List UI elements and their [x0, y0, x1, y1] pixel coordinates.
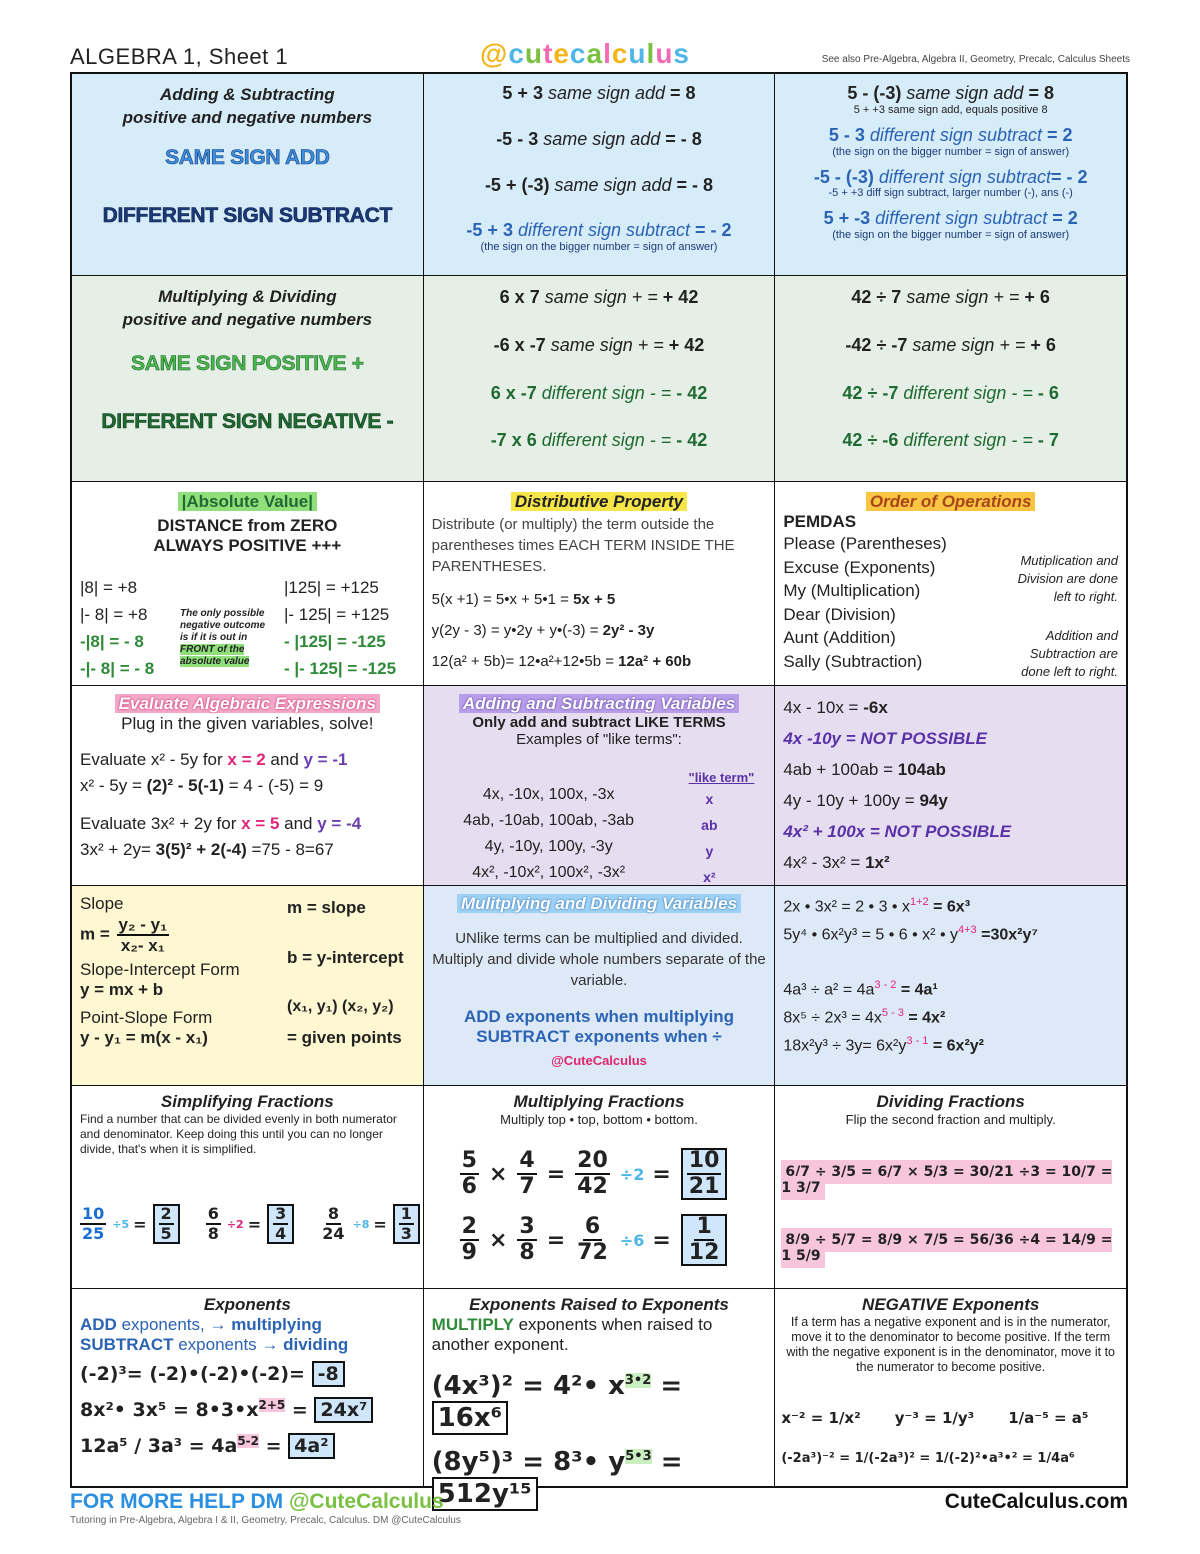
- example-line: 6 x 7 same sign + = + 42: [499, 287, 699, 307]
- dividing-fractions-title: Dividing Fractions: [876, 1092, 1025, 1111]
- like-term-label: "like term": [688, 770, 755, 785]
- example-line: 42 ÷ -6 different sign - = - 7: [842, 430, 1059, 451]
- multiply-divide-title: Multiplying & Dividing positive and negative numbers: [122, 287, 373, 329]
- slope-label: Slope: [80, 894, 124, 913]
- footer-tutoring: Tutoring in Pre-Algebra, Algebra I & II, Geometry, Precalc, Calculus. DM @CuteCalculus: [70, 1515, 461, 1526]
- simplifying-fractions: [72, 1086, 423, 1288]
- example-line: -5 - (-3) different sign subtract= - 2: [813, 166, 1088, 187]
- order-of-operations-title: Order of Operations: [866, 492, 1036, 511]
- example-note: (the sign on the bigger number = sign of answer): [480, 241, 718, 254]
- example-note: -5 + +3 diff sign subtract, larger number (-), ans (-): [828, 187, 1073, 200]
- dividing-fractions: [774, 1086, 1126, 1288]
- exponent-variable-examples: [774, 886, 1126, 1085]
- divide-example-1: 6/7 ÷ 3/5 = 6/7 × 5/3 = 30/21 ÷3 = 10/7 = 1 3/7: [781, 1164, 1126, 1196]
- divide-example-2: 8/9 ÷ 5/7 = 8/9 × 7/5 = 56/36 ÷4 = 14/9 = 1 5/9: [781, 1232, 1126, 1264]
- row-add-subtract: [72, 74, 1126, 275]
- example-line: -5 + (-3) same sign add = - 8: [484, 174, 714, 195]
- absolute-value-sub1: DISTANCE from ZERO: [157, 516, 338, 535]
- exponents-rule-add: ADD exponents, → multiplying: [80, 1315, 322, 1334]
- pemdas-list: Please (Parentheses) Excuse (Exponents) My (Multiplication) Dear (Division) Aunt (Addition) Sally (Subtraction): [783, 534, 947, 671]
- absolute-value: [72, 482, 423, 685]
- example-line: 5 + -3 different sign subtract = 2: [823, 208, 1078, 229]
- multiplying-fractions: [423, 1086, 775, 1288]
- brand-tag: @CuteCalculus: [551, 1053, 647, 1068]
- row-evaluate-variables: [72, 685, 1126, 885]
- mult-example: 2x • 3x² = 2 • 3 • $x^{1+2} = 6x^3$: [783, 896, 971, 916]
- order-of-operations: [774, 482, 1126, 685]
- mult-div-description: UNlike terms can be multiplied and divided. Multiply and divide whole numbers separate of the variable.: [432, 930, 766, 989]
- distributive-property: [423, 482, 775, 685]
- absolute-value-left: |8| = +8 |- 8| = +8 -|8| = - 8 -|- 8| = - 8: [80, 578, 155, 678]
- evaluate-line: Evaluate 3x² + 2y for x = 5 and y = -4: [80, 814, 362, 833]
- row-multiply-divide: [72, 275, 1126, 481]
- example-line: 5 - (-3) same sign add = 8: [847, 83, 1054, 103]
- add-subtract-examples-a: [423, 74, 775, 275]
- slope-intercept-label: Slope-Intercept Form: [80, 960, 240, 979]
- multiplying-fractions-title: Multiplying Fractions: [513, 1092, 685, 1111]
- evaluate-title: Evaluate Algebraic Expressions: [115, 694, 380, 713]
- example-note: 5 + +3 same sign add, equals positive 8: [853, 103, 1048, 116]
- exponent-example: 8x²• $3x^5 = 8•3•x^{2+5} = 24x^7$: [80, 1397, 415, 1423]
- distributive-example: y(2y - 3) = y•2y + y•(-3) = 2y² - 3y: [431, 622, 655, 639]
- dividing-fractions-desc: Flip the second fraction and multiply.: [845, 1112, 1056, 1127]
- evaluate-expressions: [72, 686, 423, 885]
- exponents-raised-rule: MULTIPLY exponents when raised to another exponent.: [431, 1315, 713, 1354]
- exponent-example: $12a^5 / 3a^3 = 4a^{5-2} = 4a^2$: [80, 1433, 415, 1459]
- multiplying-fractions-desc: Multiply top • top, bottom • bottom.: [500, 1112, 698, 1127]
- add-subtract-examples-b: [774, 74, 1126, 275]
- div-example: $8x^5 \div 2x^3 = 4x^{5 - 3} = 4x^2$: [783, 1006, 946, 1027]
- md-note: Mutiplication and Division are done left to right.: [1017, 553, 1119, 604]
- sheet-title: ALGEBRA 1, Sheet 1: [70, 44, 289, 69]
- variable-examples: [774, 686, 1126, 885]
- row-fractions: [72, 1085, 1126, 1288]
- example-line: 6 x -7 different sign - = - 42: [490, 382, 708, 403]
- multiply-example-2: $\frac{2}{9}$ × $\frac{3}{8}$ = $\frac{6}{72}$ ÷6 = $\frac{1}{12}$: [458, 1214, 730, 1266]
- example-line: -7 x 6 different sign - = - 42: [490, 430, 708, 451]
- negative-exponents-title: NEGATIVE Exponents: [862, 1295, 1040, 1314]
- slope-formula: m = $\frac{\text{y₂ - y₁}}{\text{x₂- x₁}}$: [80, 915, 168, 955]
- b-definition: b = y-intercept: [287, 948, 404, 967]
- raised-example: (4x³)² = 4²• $x^{3•2} = 16x^6$: [431, 1371, 683, 1433]
- multiply-example-1: $\frac{5}{6}$ × $\frac{4}{7}$ = $\frac{20}{42}$ ÷2 = $\frac{10}{21}$: [458, 1148, 730, 1200]
- divide-examples: [774, 276, 1126, 481]
- exponents: [72, 1289, 423, 1486]
- example-note: (the sign on the bigger number = sign of answer): [832, 229, 1070, 242]
- evaluate-line: x² - 5y = (2)² - 5(-1) = 4 - (-5) = 9: [80, 776, 324, 795]
- example-line: 42 ÷ -7 different sign - = - 6: [842, 382, 1059, 403]
- rule-same-sign-positive: SAME SIGN POSITIVE +: [131, 351, 364, 375]
- absolute-value-right: |125| = +125 |- 125| = +125 - |125| = -125 - |- 125| = -125: [284, 578, 397, 678]
- simplifying-description: Find a number that can be divided evenly in both numerator and denominator. Keep doing this until you can no longer divide, that's when it is simplified.: [80, 1112, 397, 1156]
- example-line: 5 - 3 different sign subtract = 2: [828, 124, 1073, 145]
- row-absolute-distributive-order: [72, 481, 1126, 685]
- evaluate-line: Evaluate x² - 5y for x = 2 and y = -1: [80, 750, 348, 769]
- multiplying-dividing-variables: [423, 886, 775, 1085]
- add-exponents-rule: ADD exponents when multiplying: [463, 1007, 735, 1026]
- mult-div-variables-title: Mulitplying and Dividing Variables: [457, 894, 741, 913]
- mult-example: 5y⁴ • 6x²y³ = 5 • 6 • x² • $y^{4+3} =30x^2y^7$: [783, 924, 1038, 944]
- given-points: (x₁, y₁) (x₂, y₂): [287, 998, 394, 1015]
- exponent-example: (-2)³= (-2)•(-2)•(-2)= -8: [80, 1361, 415, 1387]
- multiply-divide-rules: [72, 276, 423, 481]
- absolute-value-title: |Absolute Value|: [178, 492, 317, 511]
- row-slope-mult-variables: [72, 885, 1126, 1085]
- example-line: -5 - 3 same sign add = - 8: [496, 128, 702, 149]
- like-terms-list: 4x, -10x, 100x, -3x 4ab, -10ab, 100ab, -3ab 4y, -10y, 100y, -3y 4x², -10x², 100x², -3x²: [463, 786, 635, 881]
- negative-examples-row2: (-2a³)⁻² = 1/(-2a³)² = 1/(-2)²•a³•² = 1/4a⁶: [781, 1451, 1075, 1466]
- slope-formulas: [72, 886, 423, 1085]
- point-slope-formula: y - y₁ = m(x - x₁): [80, 1028, 208, 1047]
- adding-subtracting-variables: [423, 686, 775, 885]
- point-slope-label: Point-Slope Form: [80, 1008, 213, 1027]
- negative-examples-row1: x⁻² = 1/x² y⁻³ = 1/y³ 1/a⁻⁵ = a⁵: [781, 1409, 1089, 1427]
- example-line: -6 x -7 same sign + = + 42: [493, 334, 705, 355]
- negative-exponents: [774, 1289, 1126, 1486]
- variables-sub2: Examples of "like terms":: [516, 731, 682, 748]
- absolute-value-sub2: ALWAYS POSITIVE +++: [153, 536, 342, 555]
- example-line: 42 ÷ 7 same sign + = + 6: [851, 287, 1050, 307]
- example-line: 5 + 3 same sign add = 8: [502, 83, 696, 103]
- add-subtract-rules: [72, 74, 423, 275]
- example-line: -42 ÷ -7 same sign + = + 6: [845, 334, 1056, 355]
- variables-sub: Only add and subtract LIKE TERMS: [472, 714, 726, 731]
- evaluate-sub: Plug in the given variables, solve!: [121, 714, 374, 733]
- distributive-description: Distribute (or multiply) the term outside the parentheses times EACH TERM INSIDE THE PARENTHESES.: [431, 516, 735, 575]
- div-example: $18x^2y^3 \div 3y= 6x^2y^{3 - 1} = 6x^2y^2$: [783, 1035, 984, 1055]
- slope-intercept-formula: y = mx + b: [80, 980, 164, 999]
- negative-exponents-desc: If a term has a negative exponent and is in the numerator, move it to the denominator to become positive. If the term with the negative exponent is in the denominator, move it to the numerator to become positive.: [786, 1315, 1116, 1374]
- evaluate-line: 3x² + 2y= 3(5)² + 2(-4) =75 - 8=67: [80, 840, 334, 859]
- brand-logo: @cutecalculus: [480, 38, 690, 69]
- header-note: See also Pre-Algebra, Algebra II, Geometry, Precalc, Calculus Sheets: [821, 54, 1130, 65]
- distributive-title: Distributive Property: [511, 492, 687, 511]
- exponents-title: Exponents: [203, 1295, 291, 1314]
- exponents-rule-subtract: SUBTRACT exponents → dividing: [80, 1335, 349, 1354]
- raised-example: (8y⁵)³ = 8³• $y^{5•3} = 512y^{15}$: [431, 1447, 683, 1509]
- example-line: -5 + 3 different sign subtract = - 2: [466, 220, 732, 241]
- rule-same-sign-add: SAME SIGN ADD: [165, 145, 330, 169]
- div-example: $4a^3 \div a^2 = 4a^{3 - 2} = 4a^1$: [783, 978, 938, 998]
- as-note: Addition and Subtraction are done left to right.: [1021, 628, 1119, 679]
- simplify-examples: $\frac{10}{25}$ ÷5 = $\frac{2}{5}$ $\frac{6}{8}$ ÷2 = $\frac{3}{4}$ $\frac{8}{24}$ ÷8 = $\frac{1}{3}$: [78, 1204, 422, 1244]
- variable-example-list: 4x - 10x = -6x 4x -10y = NOT POSSIBLE 4ab + 100ab = 104ab 4y - 10y + 100y = 94y 4x² + 100x = NOT POSSIBLE 4x² - 3x² = 1x²: [783, 698, 1012, 872]
- subtract-exponents-rule: SUBTRACT exponents when ÷: [476, 1027, 722, 1046]
- like-term-keys: x ab y x²: [701, 791, 718, 885]
- multiply-examples: [423, 276, 775, 481]
- simplifying-title: Simplifying Fractions: [160, 1092, 334, 1111]
- exponents-raised: [423, 1289, 775, 1509]
- distributive-example: 5(x +1) = 5•x + 5•1 = 5x + 5: [431, 591, 616, 608]
- rule-different-sign-negative: DIFFERENT SIGN NEGATIVE -: [101, 409, 394, 433]
- example-note: (the sign on the bigger number = sign of answer): [832, 145, 1070, 158]
- footer-help: FOR MORE HELP DM @CuteCalculus: [70, 1490, 444, 1513]
- distributive-example: 12(a² + 5b)= 12•a²+12•5b = 12a² + 60b: [431, 653, 692, 670]
- pemdas-label: PEMDAS: [783, 512, 857, 531]
- rule-different-sign-subtract: DIFFERENT SIGN SUBTRACT: [102, 203, 393, 227]
- variables-title: Adding and Subtracting Variables: [459, 694, 739, 713]
- page-header: [70, 40, 1130, 72]
- absolute-value-note: The only possible negative outcome is if it is out in FRONT of the absolute value: [180, 608, 266, 667]
- m-definition: m = slope: [287, 898, 366, 917]
- add-subtract-title: Adding & Subtracting positive and negative numbers: [122, 85, 373, 127]
- footer-website[interactable]: CuteCalculus.com: [944, 1490, 1128, 1513]
- given-points-label: = given points: [287, 1028, 402, 1047]
- exponents-raised-title: Exponents Raised to Exponents: [469, 1295, 729, 1314]
